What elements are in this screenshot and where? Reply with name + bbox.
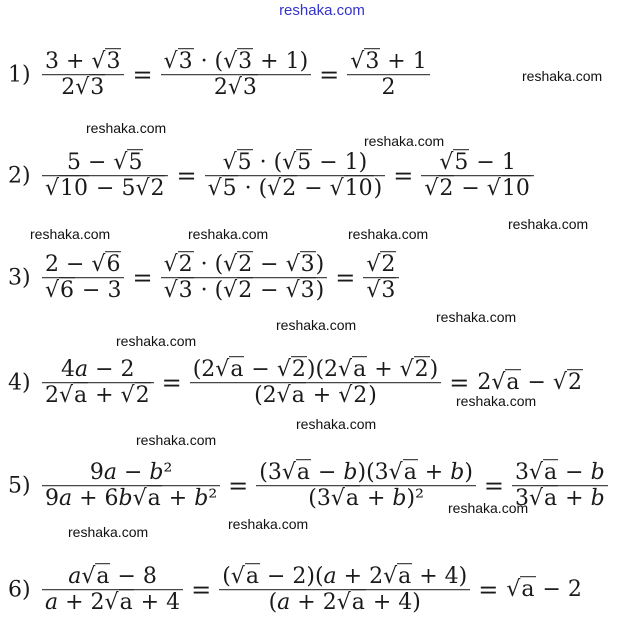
denominator: 2√3: [61, 75, 105, 101]
equals-sign: =: [132, 264, 153, 292]
watermark: reshaka.com: [448, 500, 529, 516]
fraction: [219, 564, 470, 616]
watermark: reshaka.com: [436, 309, 517, 325]
watermark: reshaka.com: [508, 216, 589, 232]
watermark: reshaka.com: [68, 524, 149, 540]
numerator: √3 · (√3 + 1): [163, 49, 309, 75]
denominator: 2√a + √2: [45, 383, 150, 409]
denominator: (3√a + b)²: [308, 486, 424, 512]
watermark: reshaka.com: [228, 516, 309, 532]
numerator: (√a − 2)(a + 2√a + 4): [222, 564, 468, 590]
numerator: (3√a − b)(3√a + b): [259, 460, 473, 486]
fraction: [363, 252, 399, 304]
equals-sign: =: [132, 61, 153, 89]
denominator: √10 − 5√2: [45, 176, 165, 202]
numerator: √2 · (√2 − √3): [163, 252, 325, 278]
numerator: 2 − √6: [45, 252, 121, 278]
watermark: reshaka.com: [116, 333, 197, 349]
equals-sign: =: [449, 369, 470, 397]
denominator: 9a + 6b√a + b²: [45, 486, 218, 512]
problem-number: 5): [8, 473, 31, 499]
equals-sign: =: [335, 264, 356, 292]
fraction: [42, 460, 220, 512]
equals-sign: =: [483, 472, 505, 500]
equals-sign: =: [176, 162, 197, 190]
result-expression: 2√a − √2: [477, 370, 582, 396]
numerator: √5 · (√5 − 1): [222, 150, 368, 176]
denominator: a + 2√a + 4: [45, 590, 181, 616]
equals-sign: =: [191, 576, 212, 604]
fraction: [205, 150, 386, 202]
numerator: 9a − b²: [89, 460, 173, 486]
fraction: [42, 150, 168, 202]
denominator: √5 · (√2 − √10): [207, 176, 383, 202]
fraction: [347, 49, 429, 101]
watermark: reshaka.com: [276, 317, 357, 333]
denominator: 3√a + b: [515, 486, 605, 512]
problem-number: 3): [8, 265, 31, 291]
watermark: reshaka.com: [522, 68, 603, 84]
fraction: [42, 49, 124, 101]
site-link[interactable]: reshaka.com: [279, 2, 365, 19]
denominator: 2: [381, 75, 396, 101]
watermark: reshaka.com: [86, 120, 167, 136]
watermark: reshaka.com: [456, 393, 537, 409]
fraction: [161, 252, 328, 304]
fraction: [512, 460, 608, 512]
equals-sign: =: [319, 61, 340, 89]
fraction: [161, 49, 312, 101]
watermark: reshaka.com: [136, 432, 217, 448]
fraction: [256, 460, 476, 512]
problem-number: 6): [8, 577, 31, 603]
equals-sign: =: [228, 472, 249, 500]
equals-sign: =: [393, 162, 414, 190]
problem-number: 2): [8, 163, 31, 189]
numerator: √3 + 1: [350, 49, 427, 75]
denominator: (2√a + √2): [254, 383, 377, 409]
watermark: reshaka.com: [364, 133, 445, 149]
denominator: 2√3: [213, 75, 257, 101]
denominator: √6 − 3: [45, 278, 122, 304]
denominator: √3: [366, 278, 396, 304]
numerator: 4a − 2: [61, 357, 135, 383]
fraction: [42, 564, 183, 616]
numerator: 3 + √3: [45, 49, 121, 75]
equals-sign: =: [161, 369, 182, 397]
fraction: [190, 357, 442, 409]
denominator: √3 · (√2 − √3): [163, 278, 325, 304]
watermark: reshaka.com: [348, 226, 429, 242]
watermark: reshaka.com: [296, 416, 377, 432]
fraction: [42, 252, 124, 304]
problem-number: 1): [8, 62, 31, 88]
numerator: √5 − 1: [439, 150, 516, 176]
denominator: (a + 2√a + 4): [268, 590, 421, 616]
equals-sign: =: [478, 576, 499, 604]
problem-number: 4): [8, 370, 31, 396]
watermark: reshaka.com: [30, 226, 111, 242]
denominator: √2 − √10: [424, 176, 530, 202]
watermark: reshaka.com: [188, 226, 269, 242]
numerator: 3√a − b: [515, 460, 605, 486]
numerator: √2: [366, 252, 396, 278]
numerator: (2√a − √2)(2√a + √2): [192, 357, 439, 383]
result-expression: √a − 2: [506, 577, 582, 603]
fraction: [42, 357, 154, 409]
numerator: 5 − √5: [67, 150, 143, 176]
fraction: [421, 150, 533, 202]
numerator: a√a − 8: [68, 564, 157, 590]
